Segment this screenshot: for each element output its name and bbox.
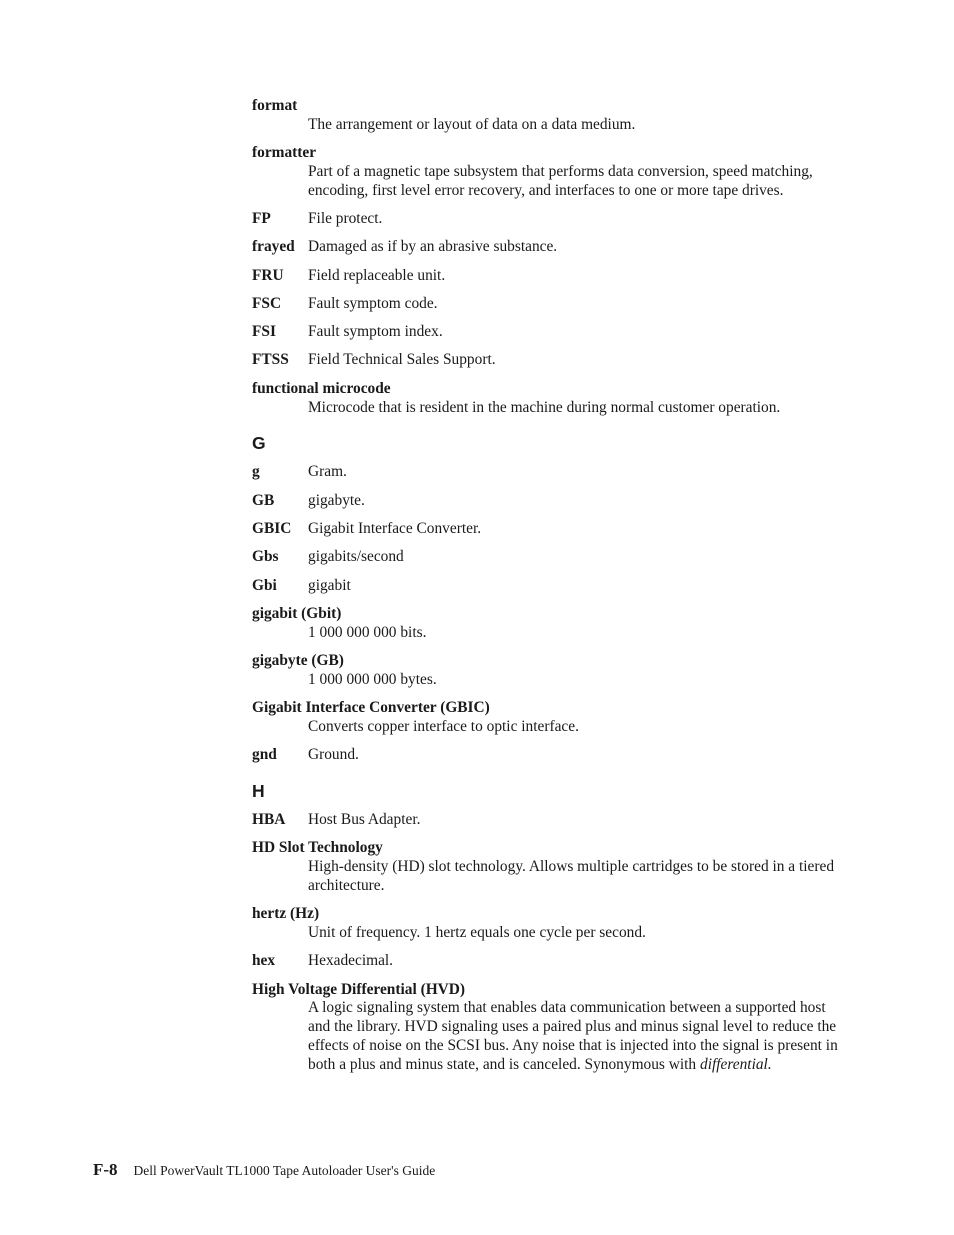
glossary-definition xyxy=(252,399,842,418)
definition-text: Hexadecimal. xyxy=(308,952,394,970)
glossary-term: High Voltage Differential (HVD) xyxy=(252,980,466,998)
glossary-entry xyxy=(252,380,842,418)
glossary-term: FSC xyxy=(252,294,282,312)
glossary-term: FP xyxy=(252,209,271,227)
glossary-definition xyxy=(252,858,842,896)
glossary-definition xyxy=(252,116,842,135)
definition-text: gigabit xyxy=(308,576,351,594)
glossary-entry xyxy=(252,699,842,737)
glossary-definition xyxy=(308,267,445,286)
glossary-entry xyxy=(252,811,842,830)
glossary-term: gnd xyxy=(252,746,277,764)
glossary-term: formatter xyxy=(252,144,317,162)
glossary-entry xyxy=(252,351,842,370)
glossary-entry xyxy=(252,905,842,943)
glossary-entry xyxy=(252,210,842,229)
definition-text: Gigabit Interface Converter. xyxy=(308,519,482,537)
glossary-entry xyxy=(252,839,842,895)
definition-text: Field Technical Sales Support. xyxy=(308,351,496,369)
glossary-definition xyxy=(308,492,365,511)
definition-text: Part of a magnetic tape subsystem that performs data conversion, speed matching, encoding, first level error recovery, and interfaces to one or more tape drives. xyxy=(308,162,813,199)
glossary-term: GBIC xyxy=(252,519,292,537)
section-heading: G xyxy=(252,433,266,454)
glossary-definition xyxy=(252,718,842,737)
glossary-entry xyxy=(252,952,842,971)
glossary-entry xyxy=(252,295,842,314)
definition-text: Converts copper interface to optic interface. xyxy=(308,717,579,735)
glossary-term: FTSS xyxy=(252,351,289,369)
page-number: F-8 xyxy=(93,1160,118,1179)
glossary-term: Gbi xyxy=(252,576,277,594)
glossary-definition xyxy=(308,952,393,971)
glossary-definition xyxy=(308,238,557,257)
glossary-term: Gbs xyxy=(252,548,279,566)
glossary-term: HBA xyxy=(252,810,286,828)
glossary-definition xyxy=(252,999,842,1074)
definition-text: 1 000 000 000 bytes. xyxy=(308,670,437,688)
glossary-definition xyxy=(252,624,842,643)
glossary-term: Gigabit Interface Converter (GBIC) xyxy=(252,699,490,717)
definition-text: High-density (HD) slot technology. Allows multiple cartridges to be stored in a tiered architecture. xyxy=(308,858,835,894)
glossary-entry xyxy=(252,981,842,1075)
glossary-term: g xyxy=(252,463,260,481)
glossary-definition xyxy=(252,671,842,690)
glossary-entry xyxy=(252,267,842,286)
definition-text: Fault symptom code. xyxy=(308,294,438,312)
definition-text: A logic signaling system that enables data communication between a supported host and the library. HVD signaling uses a paired plus and minus signal level to reduce the effects of noise on the SCSI bus. Any noise that is injected into the signal is present in both a plus and minus state, and is canceled. Synonymous with xyxy=(308,999,838,1073)
glossary-entry xyxy=(252,577,842,596)
page-footer xyxy=(93,1160,435,1180)
glossary-entry xyxy=(252,520,842,539)
glossary-term: hex xyxy=(252,952,276,970)
glossary-definition xyxy=(308,577,351,596)
definition-text: Damaged as if by an abrasive substance. xyxy=(308,238,558,256)
definition-text: Gram. xyxy=(308,463,347,481)
glossary-term: FRU xyxy=(252,266,284,284)
glossary-term: frayed xyxy=(252,238,295,256)
glossary-term: gigabit (Gbit) xyxy=(252,604,342,622)
glossary-term: FSI xyxy=(252,323,276,341)
glossary-entry xyxy=(252,746,842,765)
glossary-definition xyxy=(308,548,404,567)
glossary-entry xyxy=(252,652,842,690)
glossary-term: hertz (Hz) xyxy=(252,905,320,923)
glossary-entry xyxy=(252,238,842,257)
definition-text: Ground. xyxy=(308,746,359,764)
definition-text: gigabits/second xyxy=(308,548,404,566)
glossary-entry xyxy=(252,492,842,511)
glossary-definition xyxy=(308,351,496,370)
glossary-definition xyxy=(252,163,842,201)
glossary-entry xyxy=(252,323,842,342)
glossary-term: gigabyte (GB) xyxy=(252,651,344,669)
section-heading: H xyxy=(252,780,265,801)
definition-text: Unit of frequency. 1 hertz equals one cycle per second. xyxy=(308,923,646,941)
definition-text: Microcode that is resident in the machine during normal customer operation. xyxy=(308,398,781,416)
glossary-term: format xyxy=(252,97,298,114)
definition-text: Fault symptom index. xyxy=(308,323,443,341)
glossary-definition xyxy=(308,295,438,314)
definition-text: The arrangement or layout of data on a data medium. xyxy=(308,115,636,133)
definition-text: Host Bus Adapter. xyxy=(308,810,421,828)
glossary-entry xyxy=(252,548,842,567)
document-title: Dell PowerVault TL1000 Tape Autoloader User's Guide xyxy=(133,1163,436,1178)
definition-text: Field replaceable unit. xyxy=(308,266,446,284)
glossary-term: functional microcode xyxy=(252,379,391,397)
glossary-entry xyxy=(252,605,842,643)
definition-text: gigabyte. xyxy=(308,491,365,509)
glossary-term: HD Slot Technology xyxy=(252,839,383,857)
glossary-entry xyxy=(252,463,842,482)
definition-emphasis: differential. xyxy=(700,1055,772,1073)
glossary-content xyxy=(252,97,842,1084)
glossary-term: GB xyxy=(252,491,275,509)
glossary-definition xyxy=(308,463,347,482)
definition-text: 1 000 000 000 bits. xyxy=(308,623,427,641)
glossary-definition xyxy=(308,811,420,830)
glossary-definition xyxy=(308,746,359,765)
glossary-definition xyxy=(308,210,382,229)
glossary-definition xyxy=(308,323,443,342)
glossary-entry xyxy=(252,97,842,135)
glossary-entry xyxy=(252,144,842,200)
glossary-definition xyxy=(308,520,481,539)
glossary-definition xyxy=(252,924,842,943)
definition-text: File protect. xyxy=(308,209,383,227)
